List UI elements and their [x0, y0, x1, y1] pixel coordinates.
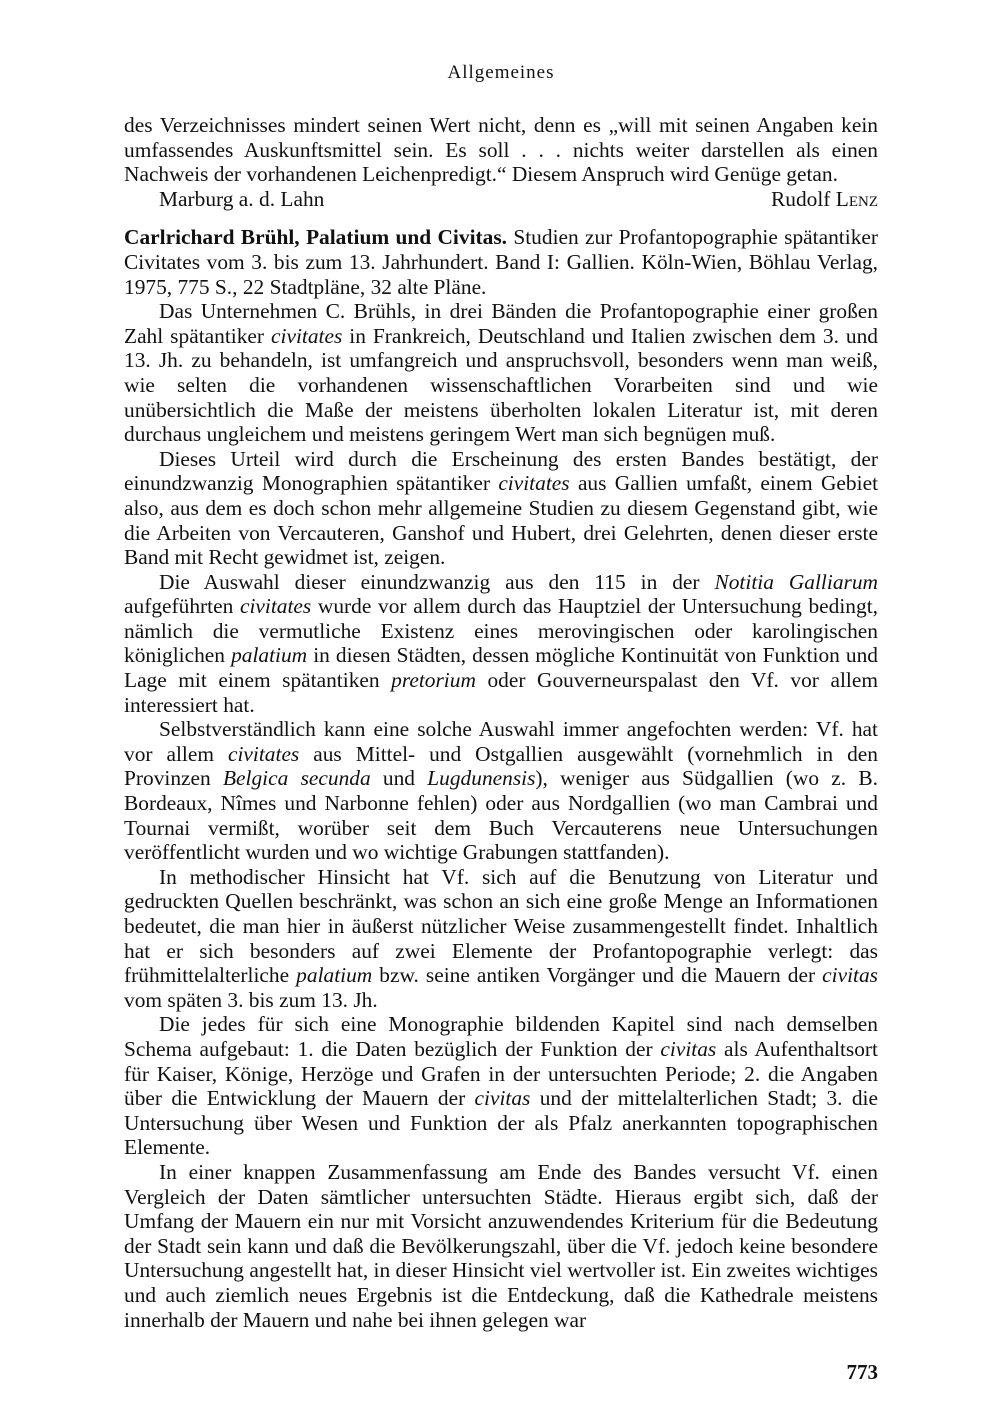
text-run: in diesen Städten, dessen mögliche Kontinuität von Funktion und Lage mit einem spätantiken	[124, 643, 878, 693]
text-run: aufgeführten	[124, 594, 240, 619]
paragraph-1	[124, 299, 878, 447]
review-citation	[124, 225, 878, 299]
signature-place: Marburg a. d. Lahn	[159, 186, 325, 211]
italic-term: civitas	[474, 1086, 531, 1111]
text-run: Die Auswahl dieser einundzwanzig aus den 115 in der	[159, 569, 715, 594]
signature-author	[771, 187, 878, 212]
paragraph-5	[124, 865, 878, 1013]
italic-term: civitates	[271, 323, 343, 348]
italic-term: civitas	[822, 963, 878, 988]
text-run: vom späten 3. bis zum 13. Jh.	[124, 987, 378, 1012]
body-text	[124, 113, 878, 1332]
italic-term: Belgica secunda	[222, 766, 371, 791]
review-signature	[124, 187, 878, 212]
review-heading: Carlrichard Brühl, Palatium und Civitas.	[124, 225, 508, 250]
text-run: Selbstverständlich kann eine solche Auswahl immer angefochten werden: Vf. hat vor allem	[124, 717, 878, 766]
author-first-name: Rudolf	[770, 186, 836, 211]
italic-term: civitates	[498, 471, 570, 496]
continuation-paragraph: des Verzeichnisses mindert seinen Wert nicht, denn es „will mit seinen Angaben kein umfassendes Auskunftsmittel sein. Es soll . . . nichts weiter darstellen als einen Nachweis der vorhandenen Leichenpredigt.“ Diesem Anspruch wird Genüge getan.	[124, 113, 878, 187]
italic-term: palatium	[231, 643, 308, 668]
citation-details: Studien zur Profantopographie spätantiker Civitates vom 3. bis zum 13. Jahrhundert. Band I: Gallien. Köln-Wien, Böhlau Verlag, 1975, 775 S., 22 Stadtpläne, 32 alte Pläne.	[124, 225, 879, 299]
italic-term: civitates	[227, 741, 300, 766]
page-number: 773	[846, 1360, 878, 1384]
text-run: bzw. seine antiken Vorgänger und die Mauern der	[372, 963, 823, 988]
text-run: und	[370, 766, 428, 791]
italic-term: civitates	[239, 594, 312, 619]
paragraph-2	[124, 447, 878, 570]
text-run: Die jedes für sich eine Monographie bildenden Kapitel sind nach demselben Schema aufgebaut: 1. die Daten bezüglich der Funktion der	[124, 1012, 878, 1061]
italic-term: pretorium	[391, 668, 476, 693]
italic-term: palatium	[296, 963, 373, 988]
text-run: aus Mittel- und Ostgallien ausgewählt (vornehmlich in den Provinzen	[124, 741, 878, 791]
italic-term: Lugdunensis	[427, 766, 536, 791]
text-run: aus Gallien umfaßt, einem Gebiet also, aus dem es doch schon mehr allgemeine Studien zu diesem Gegenstand gibt, wie die Arbeiten von Vercauteren, Ganshof und Hubert, drei Gelehrten, denen dieser erste Band mit Recht gewidmet ist, zeigen.	[124, 471, 879, 570]
text-run: Dieses Urteil wird durch die Erscheinung des ersten Bandes bestätigt, der einundzwanzig Monographien spätantiker	[124, 446, 878, 496]
text-run: ), weniger aus Südgallien (wo z. B. Bordeaux, Nîmes und Narbonne fehlen) oder aus Nordgallien (wo man Cambrai und Tournai vermißt, worüber seit dem Buch Vercauterens neue Untersuchungen veröffentlicht wurden und wo wichtige Grabungen stattfanden).	[124, 766, 879, 865]
author-last-name: Lenz	[835, 186, 878, 211]
text-run: in Frankreich, Deutschland und Italien zwischen dem 3. und 13. Jh. zu behandeln, ist umfangreich und anspruchsvoll, besonders wenn man weiß, wie selten die vorhandenen wissenschaftlichen Vorarbeiten sind und wie unübersichtlich die Maße der meistens überholten lokalen Literatur ist, mit deren durchaus ungleichem und meistens geringem Wert man sich begnügen muß.	[124, 323, 878, 447]
paragraph-6	[124, 1012, 878, 1160]
italic-term: civitas	[660, 1036, 717, 1061]
text-run: oder Gouverneurspalast den Vf. vor allem interessiert hat.	[124, 668, 878, 717]
paragraph-3	[124, 570, 878, 718]
paragraph-4	[124, 717, 878, 865]
text-run: und der mittelalterlichen Stadt; 3. die Untersuchung über Wesen und Funktion der als Pfalz anerkannten topographischen Elemente.	[124, 1086, 878, 1160]
running-head: Allgemeines	[447, 62, 555, 83]
text-run: als Aufenthaltsort für Kaiser, Könige, Herzöge und Grafen in der untersuchten Periode; 2. die Angaben über die Entwicklung der Mauern der	[124, 1036, 878, 1111]
text-run: wurde vor allem durch das Hauptziel der Untersuchung bedingt, nämlich die vermutliche Existenz eines merovingischen oder karolingischen königlichen	[124, 594, 878, 668]
text-run: In methodischer Hinsicht hat Vf. sich auf die Benutzung von Literatur und gedruckten Quellen beschränkt, was schon an sich eine große Menge an Informationen bedeutet, die man hier in äußerst nützlicher Weise zusammengestellt findet. Inhaltlich hat er sich besonders auf zwei Elemente der Profantopographie verlegt: das frühmittelalterliche	[124, 864, 878, 988]
italic-term: Notitia Galliarum	[714, 569, 878, 594]
text-run: Das Unternehmen C. Brühls, in drei Bänden die Profantopographie einer großen Zahl spätantiker	[124, 299, 878, 348]
paragraph-7: In einer knappen Zusammenfassung am Ende des Bandes versucht Vf. einen Vergleich der Daten sämtlicher untersuchten Städte. Hieraus ergibt sich, daß der Umfang der Mauern ein nur mit Vorsicht anzuwendendes Kriterium für die Bedeutung der Stadt sein kann und daß die Bevölkerungszahl, über die Vf. jedoch keine besondere Untersuchung angestellt hat, in dieser Hinsicht viel wertvoller ist. Ein zweites wichtiges und auch ziemlich neues Ergebnis ist die Entdeckung, daß die Kathedrale meistens innerhalb der Mauern und nahe bei ihnen gelegen war	[124, 1159, 878, 1332]
